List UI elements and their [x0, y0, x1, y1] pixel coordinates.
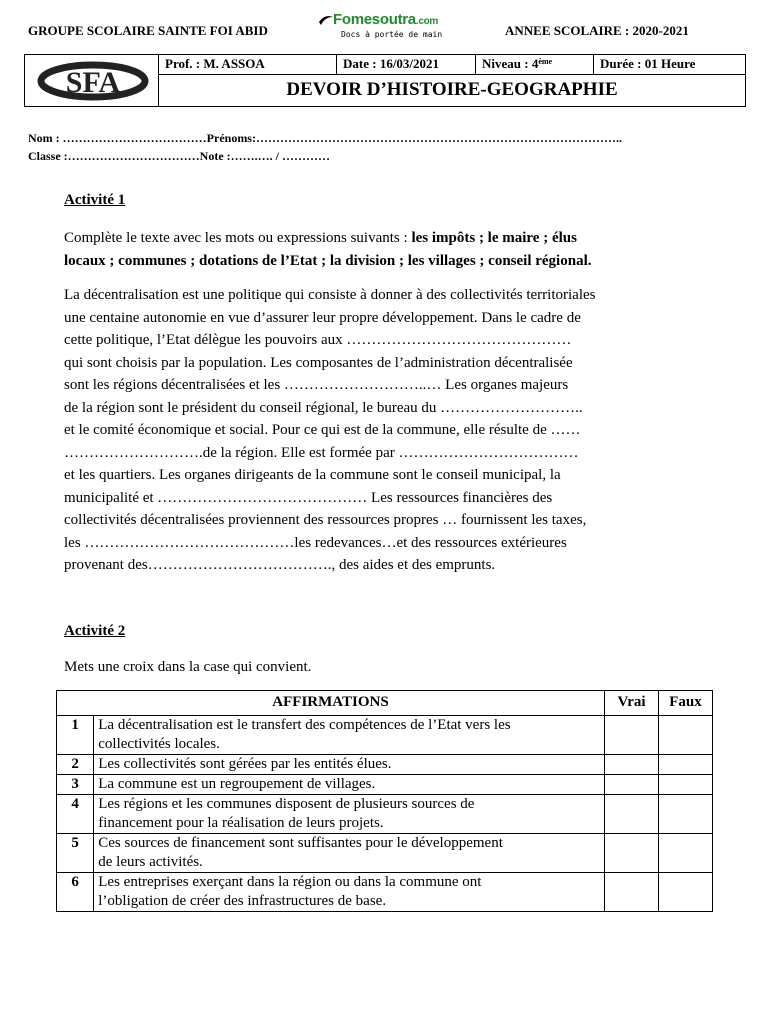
school-logo	[25, 55, 159, 106]
affirmation-text	[94, 755, 605, 775]
affirmation-text	[94, 834, 605, 873]
affirmations-table	[56, 690, 713, 912]
text-line: une centaine autonomie en vue d’assurer leur propre développement. Dans le cadre de	[64, 309, 581, 326]
table-row	[57, 755, 713, 775]
true-checkbox-cell[interactable]	[605, 834, 659, 873]
table-row	[57, 873, 713, 912]
text-line: sont les régions décentralisées et les ………………………..… Les organes majeurs	[64, 377, 569, 393]
row-number: 6	[57, 873, 94, 912]
row-number: 3	[57, 775, 94, 795]
column-false: Faux	[659, 691, 713, 716]
sfa-logo-icon	[25, 55, 158, 106]
affirmation-line: Les collectivités sont gérées par les entités élues.	[98, 756, 392, 772]
text-line: qui sont choisis par la population. Les composantes de l’administration décentralisée	[64, 354, 573, 371]
brand-logo	[318, 11, 458, 43]
column-true: Vrai	[605, 691, 659, 716]
brand-tagline: Docs à portée de main	[341, 30, 443, 39]
brand-name: Fomesoutra.com	[333, 11, 438, 28]
affirmation-text	[94, 775, 605, 795]
row-number: 4	[57, 795, 94, 834]
text-line: et le comité économique et social. Pour ce qui est de la commune, elle résulte de ……	[64, 422, 581, 438]
table-row	[57, 716, 713, 755]
activity1-heading: Activité 1	[64, 192, 126, 208]
affirmation-line: La commune est un regroupement de villages.	[98, 776, 376, 792]
true-checkbox-cell[interactable]	[605, 795, 659, 834]
false-checkbox-cell[interactable]	[659, 795, 713, 834]
affirmation-line: La décentralisation est le transfert des compétences de l’Etat vers les	[98, 717, 511, 733]
table-row	[57, 834, 713, 873]
svg-text:SFA: SFA	[65, 66, 121, 99]
teacher-cell: Prof. : M. ASSOA	[159, 55, 337, 74]
true-checkbox-cell[interactable]	[605, 873, 659, 912]
table-row	[57, 775, 713, 795]
text-line: ……………………….de la région. Elle est formée par ………………………………	[64, 444, 579, 461]
affirmation-line: de leurs activités.	[98, 854, 203, 870]
text-line: et les quartiers. Les organes dirigeants de la commune sont le conseil municipal, la	[64, 467, 561, 483]
row-number: 2	[57, 755, 94, 775]
text-line: de la région sont le président du conseil régional, le bureau du ………………………..	[64, 399, 583, 416]
affirmation-line: financement pour la réalisation de leurs projets.	[98, 815, 384, 831]
affirmation-line: collectivités locales.	[98, 736, 220, 752]
text-line: collectivités décentralisées proviennent des ressources propres … fournissent les taxes,	[64, 512, 587, 528]
text-line: les ……………………………………les redevances…et des ressources extérieures	[64, 534, 567, 551]
text-line: provenant des………………………………., des aides et des emprunts.	[64, 557, 496, 573]
false-checkbox-cell[interactable]	[659, 873, 713, 912]
false-checkbox-cell[interactable]	[659, 755, 713, 775]
affirmation-line: Ces sources de financement sont suffisantes pour le développement	[98, 835, 503, 851]
duration-cell: Durée : 01 Heure	[600, 56, 696, 71]
false-checkbox-cell[interactable]	[659, 834, 713, 873]
affirmation-line: l’obligation de créer des infrastructures de base.	[98, 893, 387, 909]
text-line: cette politique, l’Etat délègue les pouvoirs aux ………………………………………	[64, 332, 572, 348]
affirmation-text	[94, 716, 605, 755]
row-number: 1	[57, 716, 94, 755]
date-cell: Date : 16/03/2021	[337, 55, 476, 74]
row-number: 5	[57, 834, 94, 873]
school-name: GROUPE SCOLAIRE SAINTE FOI ABID	[28, 23, 268, 38]
true-checkbox-cell[interactable]	[605, 716, 659, 755]
affirmation-line: Les régions et les communes disposent de plusieurs sources de	[98, 796, 475, 812]
activity2-instruction: Mets une croix dans la case qui convient.	[64, 659, 312, 675]
table-row	[57, 795, 713, 834]
level-cell: Niveau : 4ème	[476, 55, 594, 74]
header-table	[24, 54, 746, 107]
header-info-row	[159, 55, 745, 75]
school-year: ANNEE SCOLAIRE : 2020-2021	[505, 23, 689, 38]
class-grade-line: Classe :……………………………Note :…….…. / …………	[28, 149, 330, 163]
false-checkbox-cell[interactable]	[659, 716, 713, 755]
text-line: municipalité et …………………………………… Les ressources financières des	[64, 489, 553, 506]
affirmation-text	[94, 873, 605, 912]
text-line: La décentralisation est une politique qui consiste à donner à des collectivités territoriales	[64, 287, 596, 303]
true-checkbox-cell[interactable]	[605, 775, 659, 795]
true-checkbox-cell[interactable]	[605, 755, 659, 775]
page-title: DEVOIR D’HISTOIRE-GEOGRAPHIE	[286, 79, 618, 100]
name-line: Nom : ………………………………Prénoms:………………………………………………………………………………..	[28, 131, 622, 145]
swoosh-icon	[318, 13, 334, 27]
activity1-instruction: Complète le texte avec les mots ou expressions suivants : les impôts ; le maire ; élus locaux ; communes ; dotations de l’Etat ; la division ; les villages ; conseil régional.	[64, 230, 592, 269]
affirmation-line: Les entreprises exerçant dans la région ou dans la commune ont	[98, 874, 482, 890]
table-header-row	[57, 691, 713, 716]
column-affirmations: AFFIRMATIONS	[57, 691, 605, 716]
activity2-heading: Activité 2	[64, 623, 126, 639]
activity1-text	[64, 284, 714, 577]
false-checkbox-cell[interactable]	[659, 775, 713, 795]
affirmation-text	[94, 795, 605, 834]
